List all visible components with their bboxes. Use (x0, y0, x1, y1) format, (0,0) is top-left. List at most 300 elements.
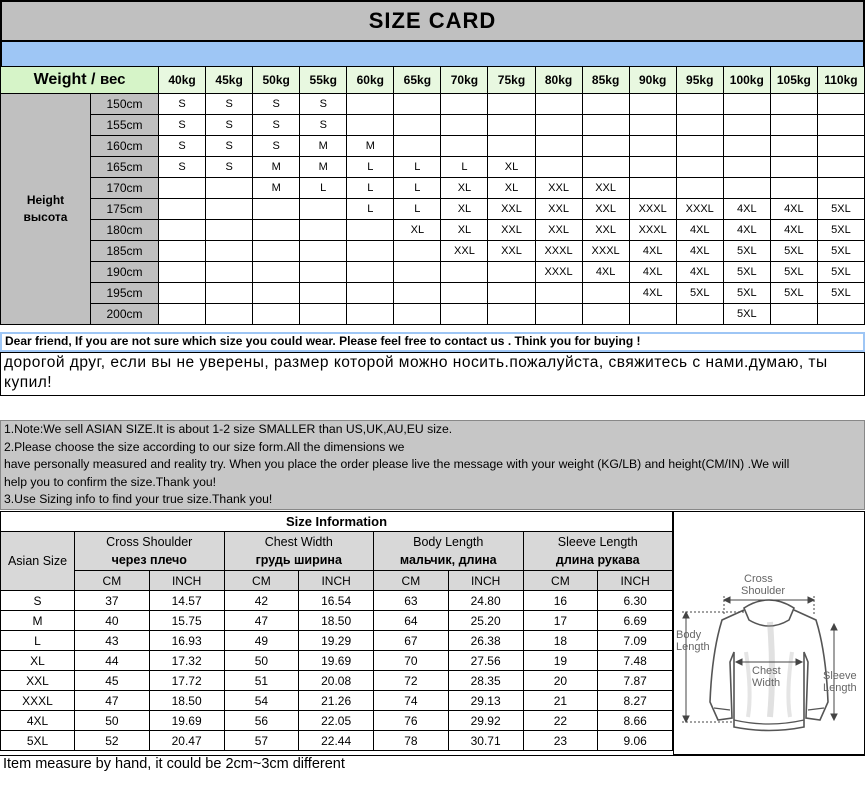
size-cell (535, 94, 582, 115)
size-info-value: 15.75 (149, 611, 224, 631)
size-cell (629, 136, 676, 157)
size-info-value: 47 (75, 691, 150, 711)
height-cell: 175cm (91, 199, 159, 220)
size-cell (676, 115, 723, 136)
size-cell: 5XL (817, 262, 864, 283)
size-info-value: 25.20 (448, 611, 523, 631)
size-cell (206, 178, 253, 199)
size-info-value: 67 (374, 631, 449, 651)
size-info-value: 19.29 (299, 631, 374, 651)
size-info-value: 17 (523, 611, 598, 631)
size-cell (253, 220, 300, 241)
size-info-value: 50 (224, 651, 299, 671)
size-cell: XXL (441, 241, 488, 262)
size-info-value: 63 (374, 591, 449, 611)
note-line: 3.Use Sizing info to find your true size.Thank you! (4, 492, 273, 506)
size-cell (817, 94, 864, 115)
size-cell: 4XL (582, 262, 629, 283)
size-cell: XXL (488, 241, 535, 262)
size-info-value: 18.50 (299, 611, 374, 631)
size-cell (488, 136, 535, 157)
size-cell (582, 136, 629, 157)
size-cell (535, 304, 582, 325)
label-chest-width-2: Width (752, 677, 781, 689)
size-cell (206, 283, 253, 304)
asian-size-label: Asian Size (1, 532, 75, 591)
size-cell (159, 178, 206, 199)
size-cell (394, 304, 441, 325)
unit-cm: CM (523, 571, 598, 591)
size-info-value: 26.38 (448, 631, 523, 651)
page-title: SIZE CARD (0, 0, 865, 42)
notes-block (0, 420, 865, 510)
size-info-value: 43 (75, 631, 150, 651)
size-cell: 5XL (770, 241, 817, 262)
size-row (1, 94, 865, 115)
size-cell: M (347, 136, 394, 157)
size-cell: 5XL (770, 262, 817, 283)
size-cell (629, 178, 676, 199)
size-info-value: 14.57 (149, 591, 224, 611)
size-cell: XXXL (629, 199, 676, 220)
size-cell (206, 304, 253, 325)
col-cross-shoulder: Cross Shoulder через плечо (75, 532, 225, 571)
size-cell (488, 262, 535, 283)
size-info-value: 37 (75, 591, 150, 611)
weight-label-ru: вес (99, 71, 126, 88)
note-line: help you to confirm the size.Thank you! (4, 474, 217, 489)
size-cell: M (253, 157, 300, 178)
size-info-value: 16.93 (149, 631, 224, 651)
size-info-value: 17.32 (149, 651, 224, 671)
size-cell: XXL (582, 199, 629, 220)
size-cell: S (253, 115, 300, 136)
size-cell (629, 157, 676, 178)
size-cell: 4XL (676, 241, 723, 262)
size-info-value: 47 (224, 611, 299, 631)
size-info-value: 27.56 (448, 651, 523, 671)
size-cell (253, 304, 300, 325)
height-label (1, 94, 91, 325)
size-cell (535, 115, 582, 136)
size-info-value: 30.71 (448, 731, 523, 751)
size-info-value: 19 (523, 651, 598, 671)
size-info-value: 6.69 (598, 611, 673, 631)
label-body-length-1: Body (676, 629, 702, 641)
size-info-row (1, 591, 673, 611)
size-info-value: 22.05 (299, 711, 374, 731)
size-info-value: 64 (374, 611, 449, 631)
size-cell (347, 241, 394, 262)
size-row (1, 241, 865, 262)
unit-inch: INCH (299, 571, 374, 591)
size-cell: 4XL (770, 199, 817, 220)
size-info-value: 16.54 (299, 591, 374, 611)
size-cell: 5XL (817, 241, 864, 262)
size-cell (394, 262, 441, 283)
size-cell (347, 304, 394, 325)
size-cell (394, 283, 441, 304)
size-info-value: 52 (75, 731, 150, 751)
height-cell: 200cm (91, 304, 159, 325)
label-cross-shoulder-1: Cross (744, 573, 773, 585)
size-cell: L (347, 199, 394, 220)
size-cell: L (441, 157, 488, 178)
size-cell (770, 136, 817, 157)
size-info-value: 20 (523, 671, 598, 691)
weight-header-cell: 80kg (535, 67, 582, 94)
weight-header-cell: 85kg (582, 67, 629, 94)
blue-band (0, 42, 865, 66)
size-cell: XXXL (535, 262, 582, 283)
size-row (1, 220, 865, 241)
label-body-length-2: Length (676, 641, 710, 653)
weight-header-row (1, 67, 865, 94)
size-cell: 4XL (629, 241, 676, 262)
size-cell: XXXL (629, 220, 676, 241)
size-cell (723, 94, 770, 115)
size-info-value: 40 (75, 611, 150, 631)
size-row (1, 157, 865, 178)
weight-header-cell: 70kg (441, 67, 488, 94)
size-info-value: 6.30 (598, 591, 673, 611)
size-cell: XXXL (676, 199, 723, 220)
size-cell (629, 94, 676, 115)
size-info-value: 54 (224, 691, 299, 711)
weight-header-cell: 90kg (629, 67, 676, 94)
weight-header-cell: 100kg (723, 67, 770, 94)
size-cell: XXL (582, 220, 629, 241)
size-cell: M (253, 178, 300, 199)
size-cell: 4XL (629, 262, 676, 283)
size-cell: 5XL (723, 241, 770, 262)
size-cell: S (253, 136, 300, 157)
height-cell: 155cm (91, 115, 159, 136)
size-cell (582, 94, 629, 115)
size-row (1, 115, 865, 136)
size-info-value: 51 (224, 671, 299, 691)
size-cell (159, 241, 206, 262)
size-cell: XXL (535, 220, 582, 241)
size-cell: XXXL (535, 241, 582, 262)
height-cell: 180cm (91, 220, 159, 241)
size-info-value: 16 (523, 591, 598, 611)
height-cell: 170cm (91, 178, 159, 199)
weight-header-cell: 95kg (676, 67, 723, 94)
size-cell: XL (441, 178, 488, 199)
size-cell (347, 220, 394, 241)
size-info-value: 8.27 (598, 691, 673, 711)
size-info-value: 56 (224, 711, 299, 731)
unit-cm: CM (224, 571, 299, 591)
size-cell (488, 304, 535, 325)
size-cell (300, 241, 347, 262)
size-info-value: 7.09 (598, 631, 673, 651)
weight-header-cell: 60kg (347, 67, 394, 94)
size-cell: XXL (535, 199, 582, 220)
label-cross-shoulder-2: Shoulder (741, 585, 786, 597)
size-cell (394, 115, 441, 136)
size-info-value: 78 (374, 731, 449, 751)
size-cell: S (206, 115, 253, 136)
size-cell (206, 262, 253, 283)
size-row (1, 304, 865, 325)
size-info-value: 20.08 (299, 671, 374, 691)
size-info-value: 7.48 (598, 651, 673, 671)
size-cell (535, 283, 582, 304)
size-cell: XXL (488, 220, 535, 241)
size-info-value: 19.69 (149, 711, 224, 731)
note-line: have personally measured and reality try. When you place the order please live the message with your weight (KG/LB) and height(CM/IN) .We will (4, 457, 790, 471)
size-info-value: 9.06 (598, 731, 673, 751)
size-info-value: 17.72 (149, 671, 224, 691)
sweater-illustration (674, 512, 864, 754)
size-cell (676, 94, 723, 115)
size-info-row (1, 631, 673, 651)
size-row (1, 262, 865, 283)
size-info-value: 21.26 (299, 691, 374, 711)
size-info-row (1, 651, 673, 671)
size-cell (723, 115, 770, 136)
size-cell: S (159, 94, 206, 115)
size-cell: 5XL (723, 262, 770, 283)
size-info-value: 29.92 (448, 711, 523, 731)
size-cell: XXL (535, 178, 582, 199)
size-cell: S (253, 94, 300, 115)
size-cell (159, 304, 206, 325)
size-cell (159, 262, 206, 283)
size-cell (206, 241, 253, 262)
size-cell (817, 136, 864, 157)
col-body-length: Body Length мальчик, длина (374, 532, 524, 571)
size-cell (770, 178, 817, 199)
size-info-value: 42 (224, 591, 299, 611)
height-cell: 185cm (91, 241, 159, 262)
size-info-value: 22.44 (299, 731, 374, 751)
unit-inch: INCH (149, 571, 224, 591)
size-cell (206, 199, 253, 220)
size-cell (300, 199, 347, 220)
size-cell: L (394, 178, 441, 199)
unit-inch: INCH (448, 571, 523, 591)
size-cell: 4XL (676, 262, 723, 283)
size-info-size: M (1, 611, 75, 631)
size-cell (300, 220, 347, 241)
size-cell (817, 115, 864, 136)
size-cell (253, 283, 300, 304)
size-cell (347, 283, 394, 304)
size-cell (535, 157, 582, 178)
size-cell (441, 136, 488, 157)
size-info-value: 18.50 (149, 691, 224, 711)
weight-header-cell: 105kg (770, 67, 817, 94)
size-cell (441, 94, 488, 115)
size-cell (394, 94, 441, 115)
contact-note-en: Dear friend, If you are not sure which size you could wear. Please feel free to contact us . Think you for buying ! (0, 332, 865, 352)
size-info-value: 29.13 (448, 691, 523, 711)
size-cell (582, 304, 629, 325)
size-info-size: 5XL (1, 731, 75, 751)
size-cell: S (159, 115, 206, 136)
size-row (1, 136, 865, 157)
size-cell: XL (488, 178, 535, 199)
size-cell: XXXL (582, 241, 629, 262)
size-cell (441, 262, 488, 283)
size-cell: XL (488, 157, 535, 178)
size-cell (817, 304, 864, 325)
size-info-value: 22 (523, 711, 598, 731)
size-info-value: 76 (374, 711, 449, 731)
size-info-value: 28.35 (448, 671, 523, 691)
size-cell (676, 178, 723, 199)
size-cell (253, 241, 300, 262)
sweater-diagram (673, 511, 865, 755)
size-cell (347, 262, 394, 283)
height-cell: 150cm (91, 94, 159, 115)
size-info-value: 7.87 (598, 671, 673, 691)
size-cell: XL (394, 220, 441, 241)
size-cell (582, 115, 629, 136)
size-cell (253, 262, 300, 283)
weight-header-cell: 50kg (253, 67, 300, 94)
size-cell (159, 283, 206, 304)
size-cell: XL (441, 220, 488, 241)
weight-header-cell: 55kg (300, 67, 347, 94)
size-info-size: 4XL (1, 711, 75, 731)
weight-header-cell: 65kg (394, 67, 441, 94)
size-cell: S (300, 115, 347, 136)
size-cell (159, 220, 206, 241)
size-cell: 5XL (723, 304, 770, 325)
col-chest-width: Chest Width грудь ширина (224, 532, 374, 571)
size-cell (488, 94, 535, 115)
size-cell (770, 115, 817, 136)
size-info-row (1, 611, 673, 631)
size-cell: S (206, 136, 253, 157)
weight-label: Weight / вес (1, 67, 159, 94)
size-info-table (0, 511, 673, 751)
size-cell (676, 157, 723, 178)
size-info-value: 74 (374, 691, 449, 711)
size-info-value: 45 (75, 671, 150, 691)
height-cell: 195cm (91, 283, 159, 304)
size-cell: 4XL (770, 220, 817, 241)
size-cell: L (394, 199, 441, 220)
size-cell (441, 304, 488, 325)
size-cell (347, 115, 394, 136)
weight-header-cell: 45kg (206, 67, 253, 94)
label-chest-width-1: Chest (752, 665, 781, 677)
size-info-value: 70 (374, 651, 449, 671)
size-info-title: Size Information (1, 512, 673, 532)
size-cell: 4XL (676, 220, 723, 241)
size-cell: 5XL (676, 283, 723, 304)
size-cell (441, 115, 488, 136)
height-label-en: Height (26, 193, 65, 207)
contact-note-ru: дорогой друг, если вы не уверены, размер которой можно носить.пожалуйста, свяжитесь с нами.думаю, ты купил! (0, 352, 865, 396)
size-cell (347, 94, 394, 115)
note-line: 1.Note:We sell ASIAN SIZE.It is about 1-2 size SMALLER than US,UK,AU,EU size. (4, 422, 453, 436)
size-cell (488, 115, 535, 136)
size-cell (441, 283, 488, 304)
weight-header-cell: 110kg (817, 67, 864, 94)
size-cell (770, 157, 817, 178)
label-sleeve-length-2: Length (823, 682, 857, 694)
size-info-value: 57 (224, 731, 299, 751)
size-cell (582, 157, 629, 178)
size-cell (629, 304, 676, 325)
size-cell: M (300, 157, 347, 178)
size-cell (206, 220, 253, 241)
size-cell: S (159, 157, 206, 178)
height-label-ru: высота (23, 210, 68, 224)
size-cell: S (206, 94, 253, 115)
size-cell: L (300, 178, 347, 199)
size-card-table (0, 66, 865, 325)
size-cell (817, 157, 864, 178)
size-cell: L (394, 157, 441, 178)
size-cell (676, 136, 723, 157)
size-info-size: L (1, 631, 75, 651)
size-cell (817, 178, 864, 199)
size-info-value: 50 (75, 711, 150, 731)
footer-note: Item measure by hand, it could be 2cm~3cm different (0, 755, 865, 773)
size-cell (300, 304, 347, 325)
size-info-row (1, 711, 673, 731)
size-info-value: 72 (374, 671, 449, 691)
size-cell: XXL (488, 199, 535, 220)
size-cell (770, 94, 817, 115)
size-cell (629, 115, 676, 136)
size-cell: 4XL (723, 220, 770, 241)
size-info-size: XL (1, 651, 75, 671)
size-info-value: 19.69 (299, 651, 374, 671)
size-info-row (1, 671, 673, 691)
size-cell (300, 283, 347, 304)
size-info-size: XXL (1, 671, 75, 691)
size-info-value: 18 (523, 631, 598, 651)
size-cell (159, 199, 206, 220)
size-info-value: 44 (75, 651, 150, 671)
label-sleeve-length-1: Sleeve (823, 670, 857, 682)
size-cell (676, 304, 723, 325)
size-cell: 5XL (817, 283, 864, 304)
weight-header-cell: 75kg (488, 67, 535, 94)
size-info-row (1, 731, 673, 751)
size-cell (723, 178, 770, 199)
size-cell (723, 157, 770, 178)
size-info-size: S (1, 591, 75, 611)
height-cell: 160cm (91, 136, 159, 157)
size-cell (723, 136, 770, 157)
size-cell (582, 283, 629, 304)
size-cell (394, 241, 441, 262)
note-line: 2.Please choose the size according to our size form.All the dimensions we (4, 439, 405, 454)
size-cell (535, 136, 582, 157)
unit-cm: CM (75, 571, 150, 591)
size-cell: L (347, 157, 394, 178)
size-cell: 4XL (723, 199, 770, 220)
weight-header-cell: 40kg (159, 67, 206, 94)
height-cell: 165cm (91, 157, 159, 178)
size-cell: 5XL (770, 283, 817, 304)
size-row (1, 199, 865, 220)
size-cell (488, 283, 535, 304)
size-info-row (1, 691, 673, 711)
size-cell (394, 136, 441, 157)
weight-label-en: Weight (33, 71, 87, 88)
size-info-value: 23 (523, 731, 598, 751)
